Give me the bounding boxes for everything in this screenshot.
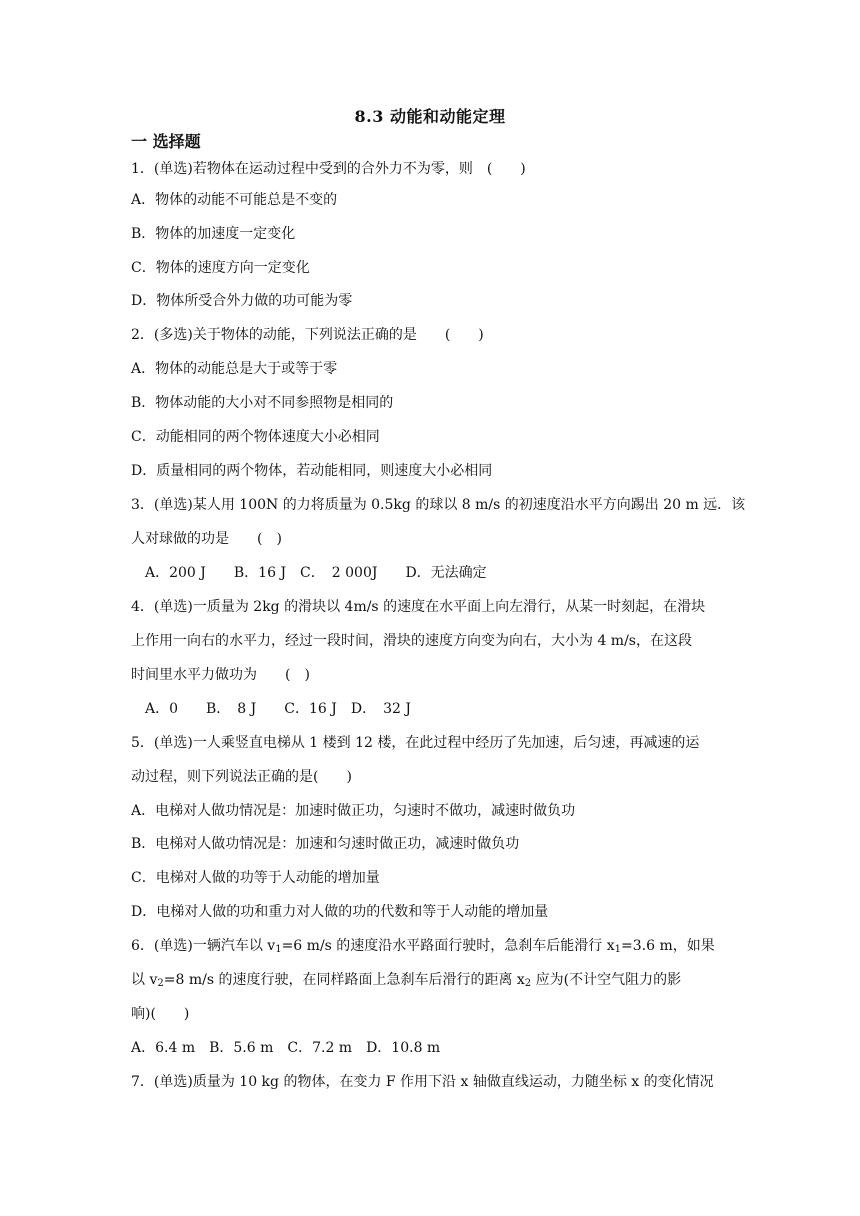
question-4-line-1: 4．(单选)一质量为 2kg 的滑块以 4m/s 的速度在水平面上向左滑行，从某一时刻起，在滑块	[131, 599, 706, 615]
question-6-line-2	[131, 971, 741, 989]
question-5-line-1: 5．(单选)一人乘竖直电梯从 1 楼到 12 楼，在此过程中经历了先加速，后匀速，再减速的运	[131, 735, 700, 751]
q6-text: =8 m/s 的速度行驶，在同样路面上急刹车后滑行的距离 x	[163, 972, 525, 988]
subscript: 2	[524, 978, 532, 989]
question-3-line-2: 人对球做的功是 ( )	[131, 531, 282, 547]
q6-text: 应为(不计空气阻力的影	[531, 972, 682, 988]
question-5-option-a: A．电梯对人做功情况是：加速时做正功，匀速时不做功，减速时做负功	[131, 803, 576, 819]
question-2-option-a: A．物体的动能总是大于或等于零	[131, 361, 338, 377]
question-5-option-c: C．电梯对人做的功等于人动能的增加量	[131, 870, 380, 886]
question-1-option-a: A．物体的动能不可能总是不变的	[131, 192, 338, 208]
subscript: 2	[157, 978, 164, 989]
q6-text: 6．(单选)一辆汽车以 v	[131, 938, 276, 954]
question-2-option-b: B．物体动能的大小对不同参照物是相同的	[131, 395, 394, 411]
question-2: 2．(多选)关于物体的动能，下列说法正确的是 ( )	[131, 327, 484, 343]
question-6-options: A．6.4 m B．5.6 m C．7.2 m D．10.8 m	[131, 1040, 441, 1056]
q6-text: =6 m/s 的速度沿水平路面行驶时，急刹车后能滑行 x	[281, 938, 615, 954]
subscript: 1	[275, 944, 282, 955]
question-7-line-1: 7．(单选)质量为 10 kg 的物体，在变力 F 作用下沿 x 轴做直线运动，力随坐标 x 的变化情况	[131, 1074, 714, 1090]
subscript: 1	[614, 944, 622, 955]
question-2-option-d: D．质量相同的两个物体，若动能相同，则速度大小必相同	[131, 463, 493, 479]
question-1-option-d: D．物体所受合外力做的功可能为零	[131, 293, 353, 309]
document-title: 8.3 动能和动能定理	[354, 107, 506, 126]
question-6-line-1	[131, 937, 741, 955]
question-5-option-b: B．电梯对人做功情况是：加速和匀速时做正功，减速时做负功	[131, 836, 520, 852]
q6-text: 以 v	[131, 972, 158, 988]
question-3-options: A．200 J B．16 J C． 2 000J D．无法确定	[145, 565, 487, 581]
section-heading: 一 选择题	[131, 132, 201, 151]
question-5-option-d: D．电梯对人做的功和重力对人做的功的代数和等于人动能的增加量	[131, 904, 549, 920]
question-1-option-b: B．物体的加速度一定变化	[131, 226, 296, 242]
q6-text: =3.6 m，如果	[621, 938, 715, 954]
question-1-option-c: C．物体的速度方向一定变化	[131, 260, 310, 276]
question-6-line-3: 响)( )	[131, 1006, 190, 1022]
question-5-line-2: 动过程，则下列说法正确的是( )	[131, 769, 352, 785]
question-4-line-2: 上作用一向右的水平力，经过一段时间，滑块的速度方向变为向右，大小为 4 m/s，在这段	[131, 633, 692, 649]
question-2-option-c: C．动能相同的两个物体速度大小必相同	[131, 429, 380, 445]
question-3-line-1: 3．(单选)某人用 100N 的力将质量为 0.5kg 的球以 8 m/s 的初速度沿水平方向踢出 20 m 远．该	[131, 497, 746, 513]
question-1: 1．(单选)若物体在运动过程中受到的合外力不为零，则 ( )	[131, 161, 526, 177]
question-4-line-3: 时间里水平力做功为 ( )	[131, 667, 310, 683]
question-4-options: A．0 B． 8 J C．16 J D． 32 J	[145, 701, 411, 717]
